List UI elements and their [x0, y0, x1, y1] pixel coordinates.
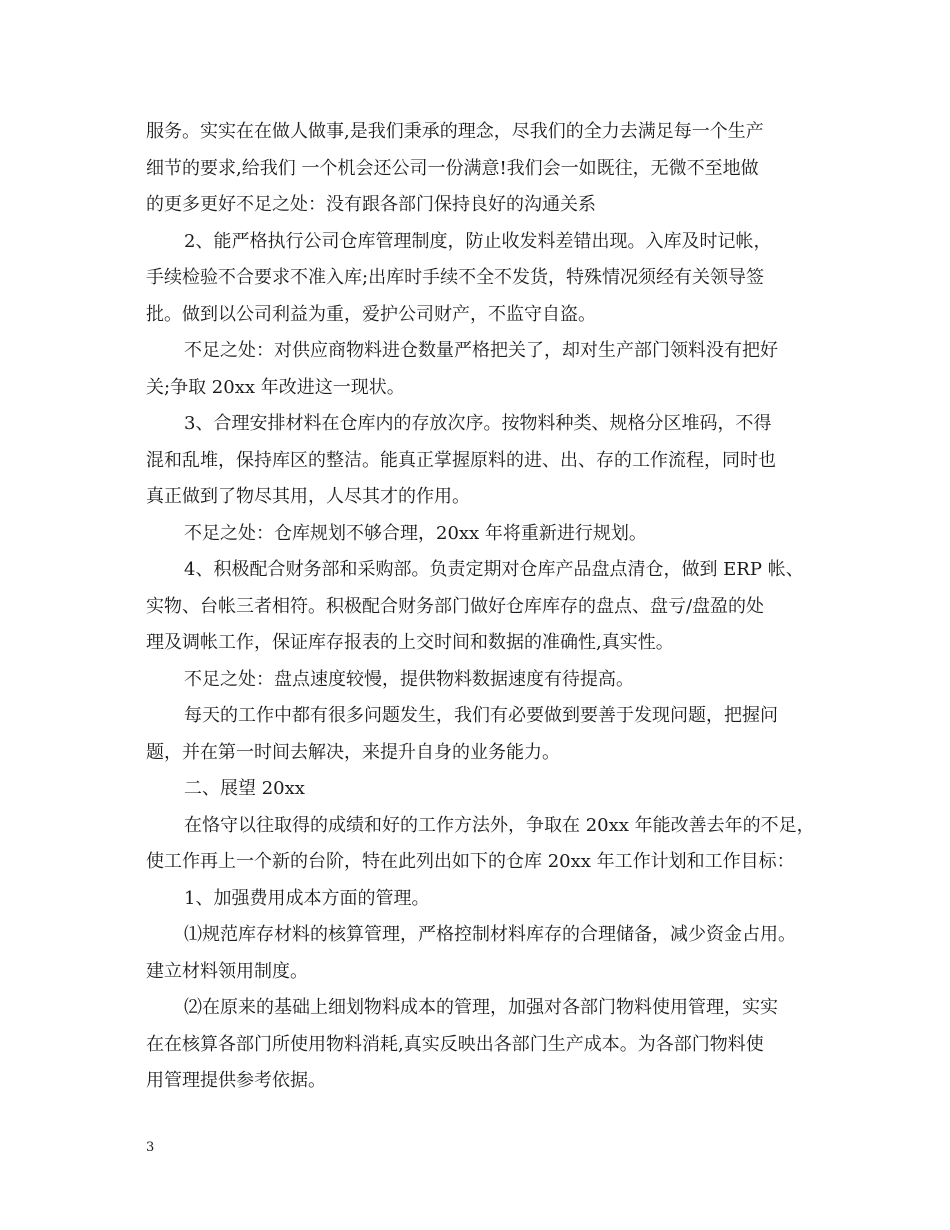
text-line: 服务。实实在在做人做事,是我们秉承的理念，尽我们的全力去满足每一个生产	[146, 121, 764, 142]
text-line: ⑵在原来的基础上细划物料成本的管理，加强对各部门物料使用管理，实实	[184, 997, 778, 1018]
text-line: ⑴规范库存材料的核算管理，严格控制材料库存的合理储备，减少资金占用。	[184, 924, 796, 945]
text-line: 二、展望 20xx	[184, 778, 305, 799]
text-line: 不足之处：对供应商物料进仓数量严格把关了，却对生产部门领料没有把好	[184, 340, 778, 361]
document-body	[146, 118, 826, 1104]
text-line: 手续检验不合要求不准入库;出库时手续不全不发货，特殊情况须经有关领导签	[146, 267, 765, 288]
page-number: 3	[146, 1140, 155, 1155]
text-line: 建立材料领用制度。	[146, 960, 308, 982]
text-line: 真正做到了物尽其用，人尽其才的作用。	[146, 486, 470, 507]
text-line: 不足之处：盘点速度较慢，提供物料数据速度有待提高。	[184, 668, 634, 690]
text-line: 在在核算各部门所使用物料消耗,真实反映出各部门生产成本。为各部门物料使	[146, 1033, 764, 1055]
text-line: 用管理提供参考依据。	[146, 1070, 326, 1091]
text-line: 批。做到以公司利益为重，爱护公司财产，不监守自盗。	[146, 303, 596, 325]
text-line: 混和乱堆，保持库区的整洁。能真正掌握原料的进、出、存的工作流程，同时也	[146, 449, 776, 471]
text-line: 关;争取 20xx 年改进这一现状。	[146, 376, 405, 398]
text-line: 2、能严格执行公司仓库管理制度，防止收发料差错出现。入库及时记帐，	[184, 230, 772, 252]
text-line: 理及调帐工作，保证库存报表的上交时间和数据的准确性,真实性。	[146, 632, 674, 653]
text-line: 的更多更好不足之处：没有跟各部门保持良好的沟通关系	[146, 194, 596, 215]
text-line: 细节的要求,给我们 一个机会还公司一份满意!我们会一如既往，无微不至地做	[146, 157, 759, 179]
text-line: 实物、台帐三者相符。积极配合财务部门做好仓库库存的盘点、盘亏/盘盈的处	[146, 595, 765, 617]
text-line: 题，并在第一时间去解决，来提升自身的业务能力。	[146, 741, 560, 763]
text-line: 3、合理安排材料在仓库内的存放次序。按物料种类、规格分区堆码，不得	[184, 413, 772, 434]
text-line: 每天的工作中都有很多问题发生，我们有必要做到要善于发现问题，把握问	[184, 705, 778, 726]
text-line: 使工作再上一个新的台阶，特在此列出如下的仓库 20xx 年工作计划和工作目标：	[146, 851, 795, 872]
text-line: 在恪守以往取得的成绩和好的工作方法外，争取在 20xx 年能改善去年的不足，	[184, 814, 815, 836]
text-line: 不足之处：仓库规划不够合理，20xx 年将重新进行规划。	[184, 522, 647, 544]
text-line: 1、加强费用成本方面的管理。	[184, 887, 430, 909]
text-line: 4、积极配合财务部和采购部。负责定期对仓库产品盘点清仓，做到 ERP 帐、	[184, 559, 804, 580]
